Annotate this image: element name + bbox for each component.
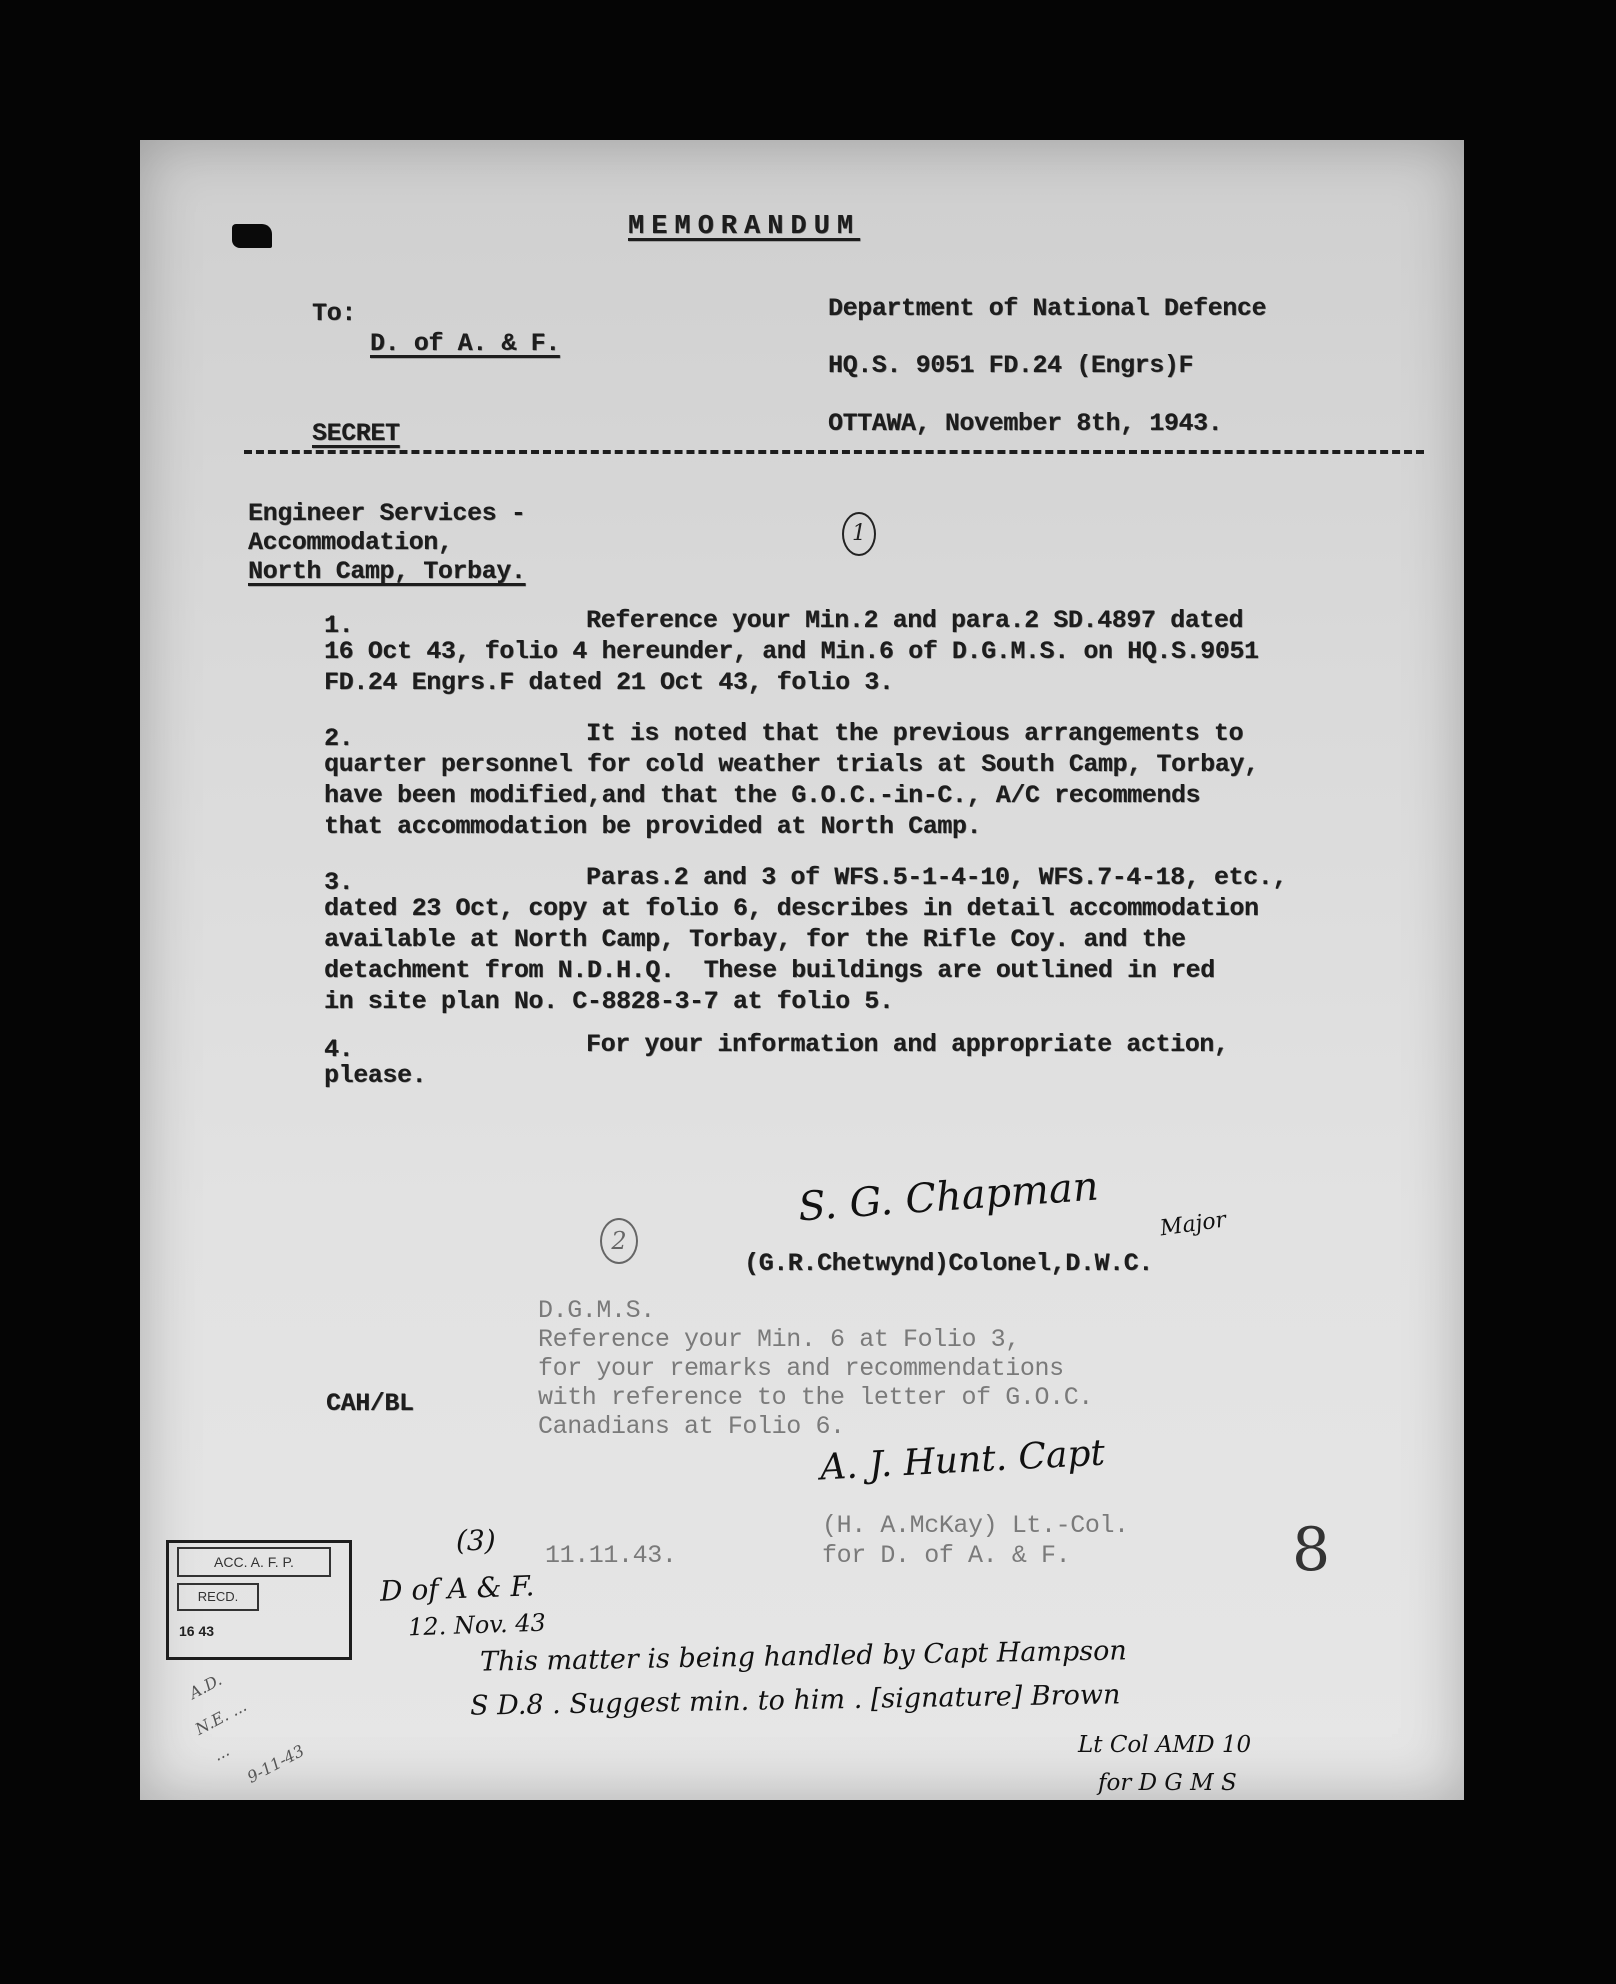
memo-title: MEMORANDUM xyxy=(628,212,861,242)
received-stamp xyxy=(166,1540,352,1660)
para-4-line: please. xyxy=(324,1061,427,1090)
handwritten-minute-3-line: for D G M S xyxy=(1098,1770,1237,1796)
handwritten-signature-chapman: S. G. Chapman xyxy=(796,1163,1100,1231)
stamp-recd-label: RECD. xyxy=(177,1583,259,1611)
para-2-line: quarter personnel for cold weather trials at South Camp, Torbay, xyxy=(324,750,1259,779)
para-4-number: 4. xyxy=(324,1035,354,1064)
margin-note-line: ... xyxy=(210,1740,233,1765)
department-name: Department of National Defence xyxy=(828,294,1267,323)
para-2-line: It is noted that the previous arrangements to xyxy=(586,719,1244,748)
punch-hole-mark xyxy=(232,224,272,248)
para-3-line: Paras.2 and 3 of WFS.5-1-4-10, WFS.7-4-18, etc., xyxy=(586,863,1287,892)
subject-line-3: North Camp, Torbay. xyxy=(248,557,526,586)
handwritten-rank-major: Major xyxy=(1158,1207,1228,1242)
file-reference: HQ.S. 9051 FD.24 (Engrs)F xyxy=(828,351,1194,380)
handwritten-minute-3-line: S D.8 . Suggest min. to him . [signature] Brown xyxy=(469,1679,1121,1722)
minute-2-addressee: D.G.M.S. xyxy=(538,1296,655,1325)
minute-2-line: Reference your Min. 6 at Folio 3, xyxy=(538,1325,1020,1354)
para-1-number: 1. xyxy=(324,611,354,640)
margin-note-line: N.E. ... xyxy=(192,1696,250,1739)
folio-circle-number: 1 xyxy=(852,521,866,546)
typist-initials: CAH/BL xyxy=(326,1389,414,1418)
stamp-date: 16 43 xyxy=(179,1623,215,1639)
para-3-line: dated 23 Oct, copy at folio 6, describes in detail accommodation xyxy=(324,894,1259,923)
classification-label: SECRET xyxy=(312,419,400,448)
para-1-line: FD.24 Engrs.F dated 21 Oct 43, folio 3. xyxy=(324,668,894,697)
minute-circle-mark xyxy=(600,1218,638,1264)
margin-note-line: A.D. xyxy=(186,1670,225,1703)
to-value: D. of A. & F. xyxy=(370,329,560,358)
minute-2-typed-for: for D. of A. & F. xyxy=(822,1541,1071,1570)
to-label: To: xyxy=(312,299,356,328)
para-3-number: 3. xyxy=(324,868,354,897)
minute-circle-number: 2 xyxy=(611,1227,627,1255)
para-3-line: available at North Camp, Torbay, for the Rifle Coy. and the xyxy=(324,925,1186,954)
folio-circle-mark xyxy=(842,512,876,556)
stamp-acc-label: ACC. A. F. P. xyxy=(177,1547,331,1577)
handwritten-minute-3-line: D of A & F. xyxy=(379,1569,535,1608)
handwritten-signature-hunt: A. J. Hunt. Capt xyxy=(819,1432,1106,1489)
memorandum-page xyxy=(140,140,1464,1800)
margin-note-line: 9-11-43 xyxy=(244,1741,308,1787)
para-3-line: detachment from N.D.H.Q. These buildings are outlined in red xyxy=(324,956,1215,985)
minute-2-typed-name: (H. A.McKay) Lt.-Col. xyxy=(822,1511,1129,1540)
place-date: OTTAWA, November 8th, 1943. xyxy=(828,409,1223,438)
minute-2-line: with reference to the letter of G.O.C. xyxy=(538,1383,1093,1412)
handwritten-minute-3-line: This matter is being handled by Capt Hampson xyxy=(479,1635,1128,1678)
handwritten-minute-3-line: 12. Nov. 43 xyxy=(407,1608,547,1642)
para-2-line: have been modified,and that the G.O.C.-in-C., A/C recommends xyxy=(324,781,1201,810)
separator-line xyxy=(244,450,1424,454)
folio-number: 8 xyxy=(1292,1515,1331,1585)
subject-line-2: Accommodation, xyxy=(248,528,453,557)
para-1-line: 16 Oct 43, folio 4 hereunder, and Min.6 of D.G.M.S. on HQ.S.9051 xyxy=(324,637,1259,666)
minute-2-line: Canadians at Folio 6. xyxy=(538,1412,845,1441)
para-4-line: For your information and appropriate action, xyxy=(586,1030,1229,1059)
para-3-line: in site plan No. C-8828-3-7 at folio 5. xyxy=(324,987,894,1016)
para-2-number: 2. xyxy=(324,724,354,753)
typed-signature-chetwynd: (G.R.Chetwynd)Colonel,D.W.C. xyxy=(744,1249,1153,1278)
handwritten-minute-3-line: Lt Col AMD 10 xyxy=(1078,1732,1252,1758)
minute-2-date: 11.11.43. xyxy=(545,1541,677,1570)
minute-3-mark: (3) xyxy=(456,1524,496,1557)
minute-2-line: for your remarks and recommendations xyxy=(538,1354,1064,1383)
para-1-line: Reference your Min.2 and para.2 SD.4897 dated xyxy=(586,606,1244,635)
subject-line-1: Engineer Services - xyxy=(248,499,526,528)
para-2-line: that accommodation be provided at North Camp. xyxy=(324,812,982,841)
